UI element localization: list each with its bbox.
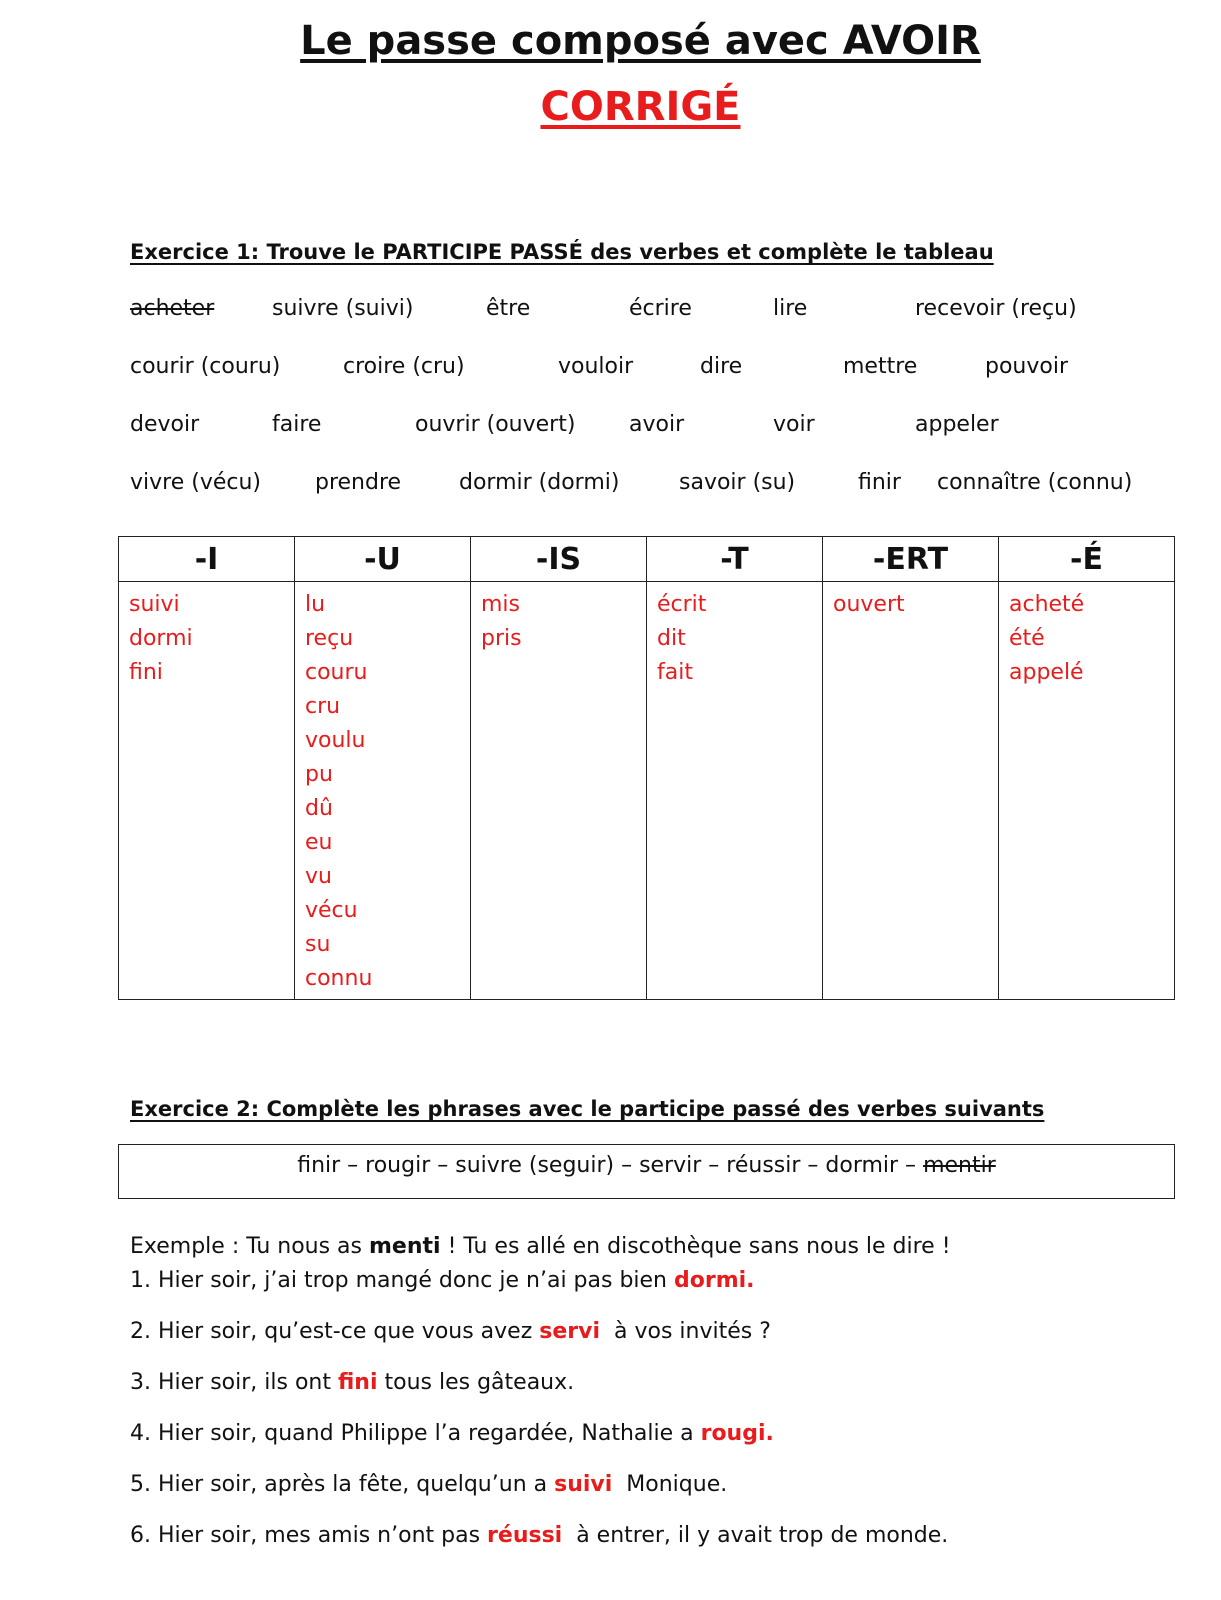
verb-item: dire — [700, 354, 743, 379]
page-title: Le passe composé avec AVOIR — [300, 18, 981, 64]
participle: su — [305, 932, 331, 957]
example-answer: menti — [369, 1234, 441, 1259]
verb-item: pouvoir — [985, 354, 1069, 379]
column-header: -U — [295, 537, 471, 582]
sentence-3 — [130, 1370, 574, 1395]
verb-item: appeler — [915, 412, 999, 437]
sentence-answer: rougi. — [700, 1421, 774, 1446]
verb-item: avoir — [629, 412, 685, 437]
sentence-answer: réussi — [487, 1523, 563, 1548]
participle: pu — [305, 762, 333, 787]
page-subtitle: CORRIGÉ — [540, 84, 741, 130]
verb-item: vouloir — [558, 354, 634, 379]
sentence-answer: servi — [539, 1319, 601, 1344]
sentence-6 — [130, 1523, 948, 1548]
sentence-2 — [130, 1319, 771, 1344]
verb-item: écrire — [629, 296, 692, 321]
participle: écrit — [657, 592, 707, 617]
sentence-text: à entrer, il y avait trop de monde. — [562, 1523, 949, 1548]
sentence-answer: suivi — [554, 1472, 613, 1497]
participle: reçu — [305, 626, 354, 651]
endings-table — [118, 536, 1175, 1000]
column-header: -T — [647, 537, 823, 582]
sentence-text: Monique. — [612, 1472, 728, 1497]
column-cell-e — [999, 582, 1175, 1000]
participle: ouvert — [833, 592, 905, 617]
sentence-5 — [130, 1472, 727, 1497]
sentence-1 — [130, 1268, 755, 1293]
verb-item: croire (cru) — [343, 354, 465, 379]
verb-item: finir — [858, 470, 901, 495]
sentence-text: 3. Hier soir, ils ont — [130, 1370, 338, 1395]
participle: fini — [129, 660, 163, 685]
participle: lu — [305, 592, 326, 617]
participle: mis — [481, 592, 521, 617]
sentence-answer: fini — [337, 1370, 378, 1395]
verb-list: finir – rougir – suivre (seguir) – servir – réussir – dormir – — [297, 1153, 924, 1178]
sentence-text: 5. Hier soir, après la fête, quelqu’un a — [130, 1472, 555, 1497]
participle: vécu — [305, 898, 358, 923]
participle: cru — [305, 694, 341, 719]
participle: voulu — [305, 728, 366, 753]
verb-item: acheter — [130, 296, 215, 321]
verb-item: voir — [773, 412, 815, 437]
sentence-answer: dormi. — [674, 1268, 755, 1293]
sentence-text: ! Tu es allé en discothèque sans nous le dire ! — [440, 1234, 951, 1259]
verb-item: suivre (suivi) — [272, 296, 414, 321]
sentence-4 — [130, 1421, 774, 1446]
participle: appelé — [1009, 660, 1084, 685]
participle: été — [1009, 626, 1045, 651]
participle: fait — [657, 660, 693, 685]
column-header: -É — [999, 537, 1175, 582]
verb-item: connaître (connu) — [937, 470, 1133, 495]
sentence-text: Exemple : Tu nous as — [130, 1234, 369, 1259]
verb-item: prendre — [315, 470, 402, 495]
verb-list-struck: mentir — [923, 1153, 996, 1178]
participle: dit — [657, 626, 686, 651]
verb-item: devoir — [130, 412, 200, 437]
column-cell-i — [119, 582, 295, 1000]
sentence-text: 4. Hier soir, quand Philippe l’a regardée, Nathalie a — [130, 1421, 701, 1446]
column-header: -ERT — [823, 537, 999, 582]
column-header: -IS — [471, 537, 647, 582]
verb-item: courir (couru) — [130, 354, 281, 379]
exercise2-title: Exercice 2: Complète les phrases avec le participe passé des verbes suivants — [130, 1097, 1045, 1121]
sentence-text: 2. Hier soir, qu’est-ce que vous avez — [130, 1319, 540, 1344]
verb-item: ouvrir (ouvert) — [415, 412, 576, 437]
column-cell-t — [647, 582, 823, 1000]
example-sentence — [130, 1234, 951, 1259]
verb-item: lire — [773, 296, 808, 321]
participle: pris — [481, 626, 522, 651]
participle: dormi — [129, 626, 193, 651]
verb-item: vivre (vécu) — [130, 470, 262, 495]
verb-item: dormir (dormi) — [459, 470, 620, 495]
verb-item: mettre — [843, 354, 918, 379]
verb-item: savoir (su) — [679, 470, 796, 495]
verb-list-box — [118, 1144, 1175, 1199]
participle: acheté — [1009, 592, 1085, 617]
verb-item: recevoir (reçu) — [915, 296, 1077, 321]
participle: suivi — [129, 592, 180, 617]
verb-item: être — [486, 296, 531, 321]
participle: connu — [305, 966, 373, 991]
participle: couru — [305, 660, 368, 685]
participle: vu — [305, 864, 332, 889]
participle: dû — [305, 796, 333, 821]
sentence-text: 6. Hier soir, mes amis n’ont pas — [130, 1523, 488, 1548]
column-cell-ert — [823, 582, 999, 1000]
sentence-text: tous les gâteaux. — [377, 1370, 575, 1395]
exercise1-title: Exercice 1: Trouve le PARTICIPE PASSÉ des verbes et complète le tableau — [130, 240, 994, 264]
column-header: -I — [119, 537, 295, 582]
column-cell-u — [295, 582, 471, 1000]
column-cell-is — [471, 582, 647, 1000]
verb-item: faire — [272, 412, 322, 437]
sentence-text: à vos invités ? — [600, 1319, 771, 1344]
sentence-text: 1. Hier soir, j’ai trop mangé donc je n’ai pas bien — [130, 1268, 674, 1293]
participle: eu — [305, 830, 333, 855]
